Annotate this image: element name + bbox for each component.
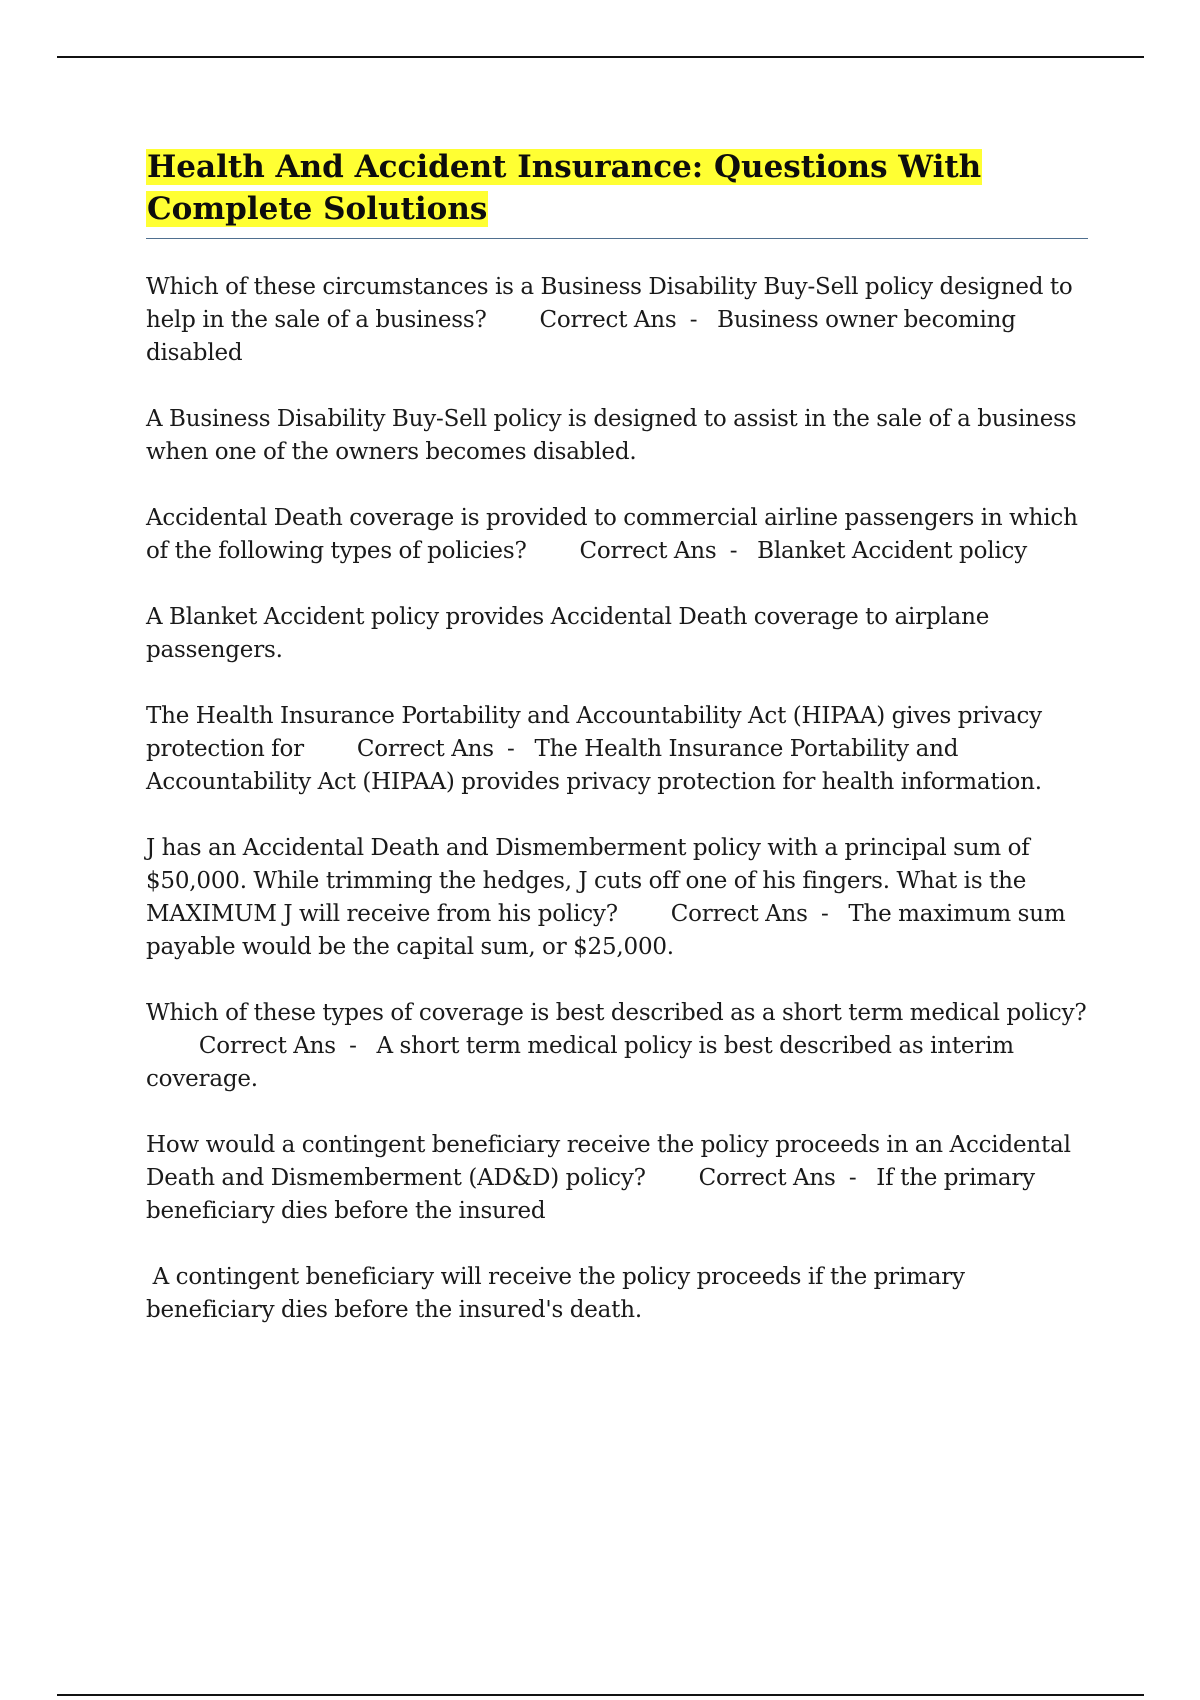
explanation-2: A Blanket Accident policy provides Accidental Death coverage to airplane passengers. [146,604,990,663]
qa-item-6 [146,1129,1088,1228]
qa-list [146,271,1088,1327]
answer-separator: Correct Ans - [146,1033,377,1059]
answer-text: If the primary beneficiary dies before the insured [146,1165,1035,1224]
explanation-1: A Business Disability Buy-Sell policy is designed to assist in the sale of a business when one of the owners becomes disabled. [146,406,1077,465]
qa-item-3 [146,700,1088,799]
qa-item-2 [146,502,1088,568]
page-top-rule [57,56,1144,58]
answer-separator: Correct Ans - [526,538,758,564]
title-highlight: Health And Accident Insurance: Questions With Complete Solutions [147,149,982,227]
qa-item-4 [146,832,1088,964]
answer-text: Blanket Accident policy [757,538,1027,564]
question-text: Which of these circumstances is a Business Disability Buy-Sell policy designed to help in the sale of a business? [146,274,1073,333]
question-text: Accidental Death coverage is provided to commercial airline passengers in which of the following types of policies? [146,505,1078,564]
qa-item-1 [146,271,1088,370]
question-text: J has an Accidental Death and Dismemberment policy with a principal sum of $50,000. While trimming the hedges, J cuts off one of his fingers. What is the MAXIMUM J will receive from his policy? [146,835,1030,927]
document-title [146,146,1088,230]
title-underline [146,238,1088,239]
answer-text: The maximum sum payable would be the capital sum, or $25,000. [146,901,1066,960]
answer-text: The Health Insurance Portability and Accountability Act (HIPAA) provides privacy protection for health information. [146,736,1042,795]
page-bottom-rule [57,1694,1144,1696]
question-text: Which of these types of coverage is best described as a short term medical policy? [146,1000,1087,1026]
answer-separator: Correct Ans - [645,1165,877,1191]
question-text: The Health Insurance Portability and Accountability Act (HIPAA) gives privacy protection for [146,703,1042,762]
answer-text: A short term medical policy is best described as interim coverage. [146,1033,1014,1092]
qa-item-5 [146,997,1088,1096]
question-text: How would a contingent beneficiary receive the policy proceeds in an Accidental Death and Dismemberment (AD&D) policy? [146,1132,1071,1191]
document-body [146,146,1088,1360]
answer-separator: Correct Ans - [617,901,849,927]
answer-text: Business owner becoming disabled [146,307,1016,366]
answer-separator: Correct Ans - [486,307,718,333]
explanation-3: A contingent beneficiary will receive the policy proceeds if the primary beneficiary dies before the insured's death. [146,1264,972,1323]
answer-separator: Correct Ans - [303,736,535,762]
